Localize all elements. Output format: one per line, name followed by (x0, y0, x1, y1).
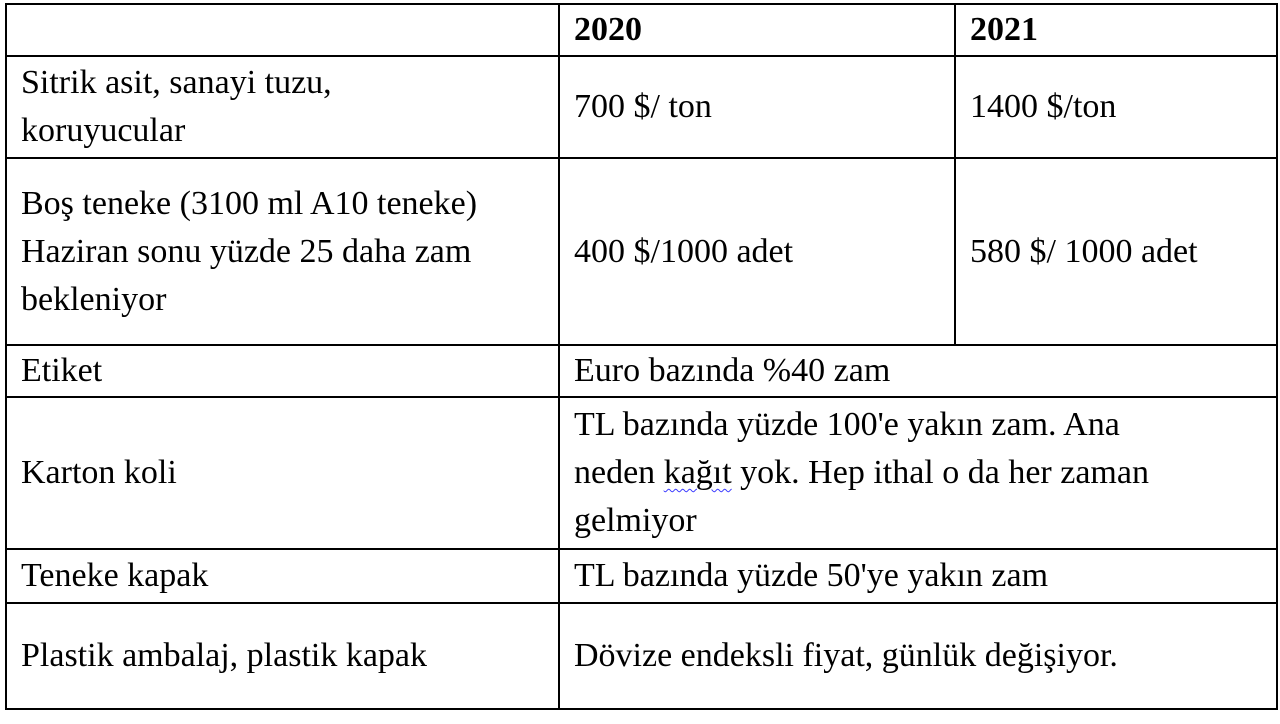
note-text-line (574, 449, 1276, 497)
item-text-line: Boş teneke (3100 ml A10 teneke) (21, 184, 478, 222)
item-text-line: Sitrik asit, sanayi tuzu, (21, 64, 332, 101)
note-text-fragment: neden (574, 454, 664, 491)
note-text-line: gelmiyor (574, 502, 697, 539)
value-2021-cell: 1400 $/ton (955, 56, 1277, 158)
note-cell: TL bazında yüzde 50'ye yakın zam (559, 549, 1277, 603)
table-row (6, 345, 1277, 397)
cost-comparison-table (5, 3, 1278, 710)
table-row (6, 397, 1277, 549)
table-row (6, 56, 1277, 158)
table-header-row (6, 4, 1277, 56)
item-cell (6, 56, 559, 158)
spellcheck-flagged-word: kağıt (663, 454, 732, 491)
item-cell: Etiket (6, 345, 559, 397)
item-cell: Plastik ambalaj, plastik kapak (6, 603, 559, 709)
item-cell: Karton koli (6, 397, 559, 549)
note-text-fragment: yok. Hep ithal o da her zaman (731, 454, 1149, 491)
table-row (6, 549, 1277, 603)
table-row (6, 603, 1277, 709)
item-cell (6, 158, 559, 345)
item-text-line: Haziran sonu yüzde 25 daha zam (21, 232, 472, 270)
header-cell-2020: 2020 (559, 4, 955, 56)
value-2020-cell: 400 $/1000 adet (559, 158, 955, 345)
item-cell: Teneke kapak (6, 549, 559, 603)
table-row (6, 158, 1277, 345)
item-text-line: koruyucular (21, 112, 186, 149)
header-cell-item (6, 4, 559, 56)
item-text-line: bekleniyor (21, 280, 167, 318)
note-cell (559, 397, 1277, 549)
note-text-line: TL bazında yüzde 100'e yakın zam. Ana (574, 406, 1120, 443)
note-cell: Dövize endeksli fiyat, günlük değişiyor. (559, 603, 1277, 709)
note-cell: Euro bazında %40 zam (559, 345, 1277, 397)
value-2021-cell: 580 $/ 1000 adet (955, 158, 1277, 345)
header-cell-2021: 2021 (955, 4, 1277, 56)
value-2020-cell: 700 $/ ton (559, 56, 955, 158)
